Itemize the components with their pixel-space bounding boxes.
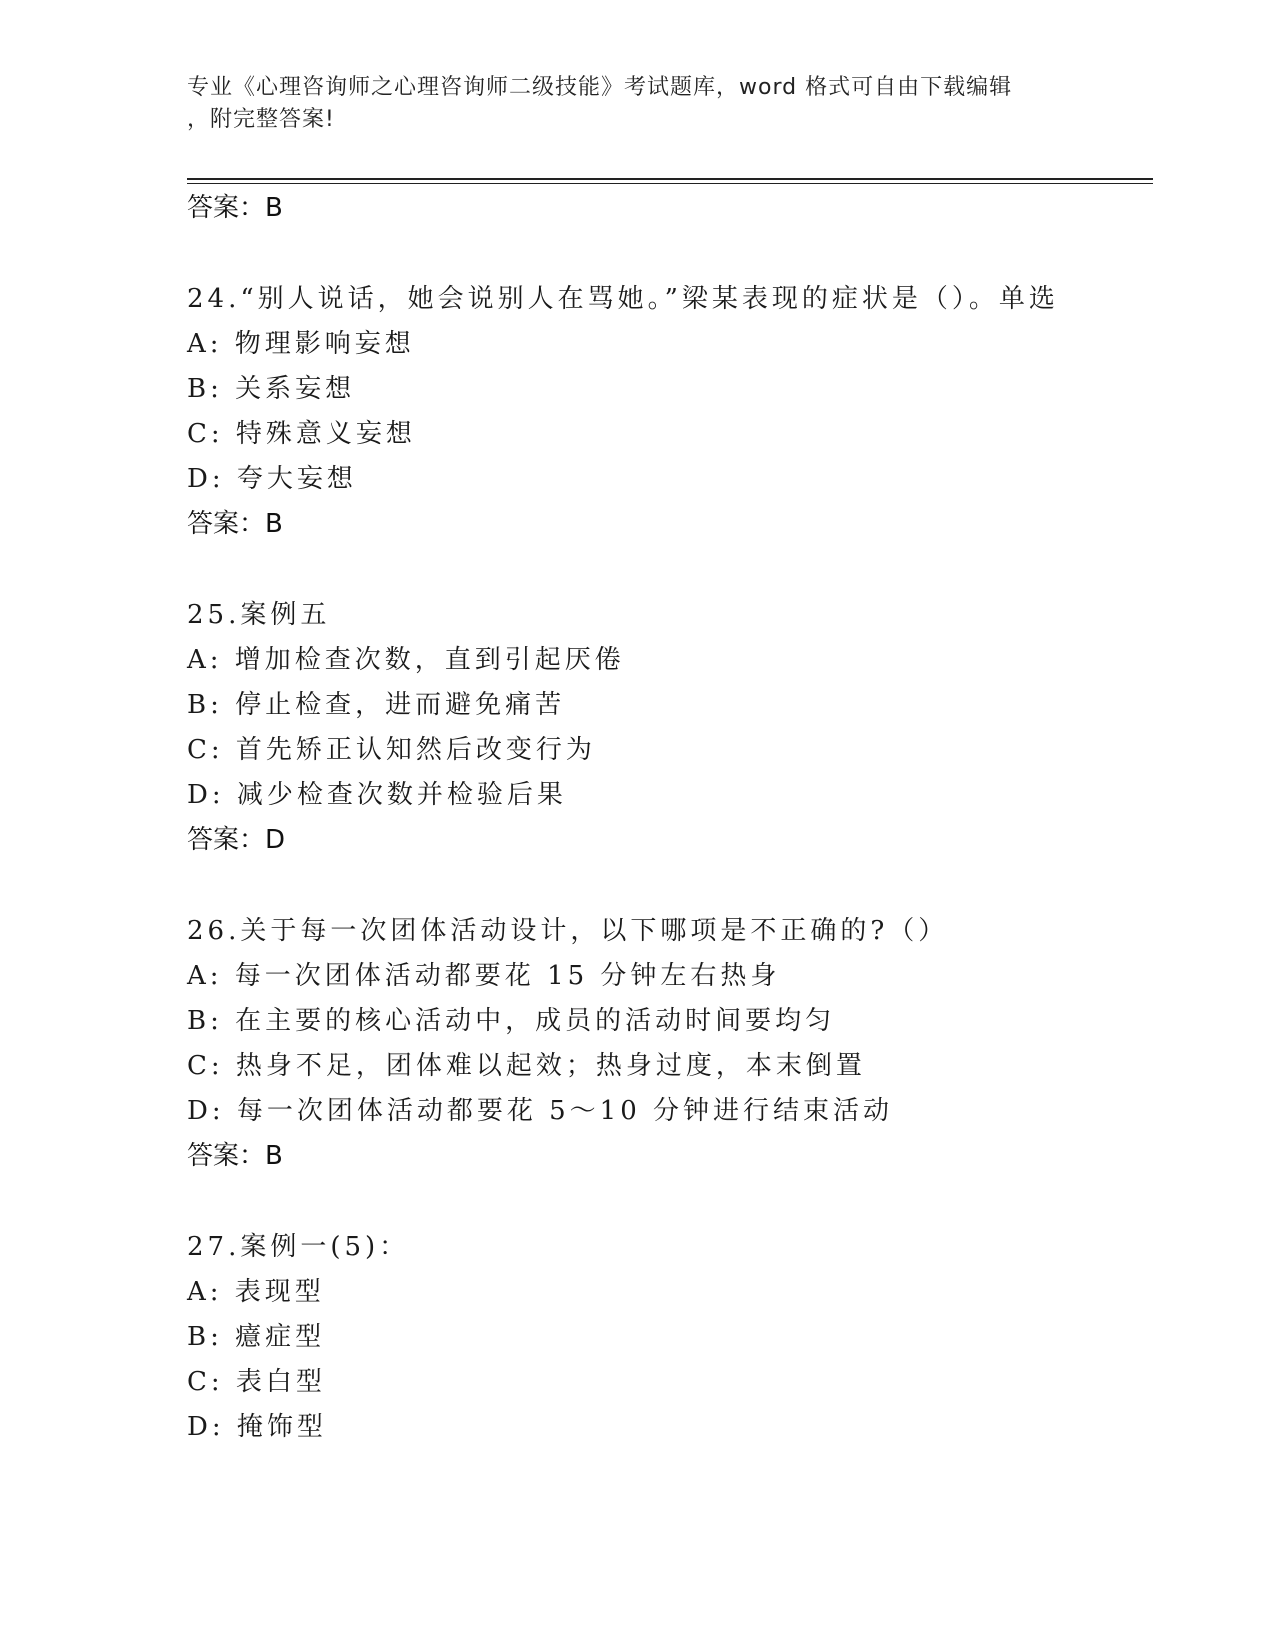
- header-divider-thin: [187, 183, 1153, 184]
- question-25-option-d: D: 减少检查次数并检验后果: [187, 780, 567, 810]
- question-26-answer: 答案：B: [187, 1141, 283, 1171]
- question-26-option-a: A: 每一次团体活动都要花 15 分钟左右热身: [187, 961, 781, 991]
- question-26-option-d: D: 每一次团体活动都要花 5～10 分钟进行结束活动: [187, 1096, 894, 1126]
- header-divider-thick: [187, 178, 1153, 180]
- question-25-answer: 答案：D: [187, 825, 286, 855]
- question-24-option-b: B: 关系妄想: [187, 374, 356, 404]
- question-24-option-c: C: 特殊意义妄想: [187, 419, 416, 449]
- question-24-stem: 24.“别人说话，她会说别人在骂她。”梁某表现的症状是（）。单选: [187, 284, 1059, 314]
- document-header: [187, 72, 1067, 136]
- header-line-2: ，附完整答案!: [187, 107, 335, 132]
- question-27-option-b: B: 癔症型: [187, 1322, 326, 1352]
- question-27-option-d: D: 掩饰型: [187, 1412, 327, 1442]
- question-26-stem: 26.关于每一次团体活动设计，以下哪项是不正确的?（）: [187, 916, 949, 946]
- question-27-stem: 27.案例一(5)：: [187, 1232, 410, 1262]
- question-27-option-c: C: 表白型: [187, 1367, 326, 1397]
- question-26-option-b: B: 在主要的核心活动中，成员的活动时间要均匀: [187, 1006, 836, 1036]
- question-24-option-d: D: 夸大妄想: [187, 464, 357, 494]
- question-27-option-a: A: 表现型: [187, 1277, 325, 1307]
- question-25-option-c: C: 首先矫正认知然后改变行为: [187, 735, 596, 765]
- question-25-stem: 25.案例五: [187, 600, 331, 630]
- answer-prev: 答案：B: [187, 193, 283, 223]
- question-24-answer: 答案：B: [187, 509, 283, 539]
- question-25-option-b: B: 停止检查，进而避免痛苦: [187, 690, 566, 720]
- question-25-option-a: A: 增加检查次数，直到引起厌倦: [187, 645, 625, 675]
- question-26-option-c: C: 热身不足，团体难以起效；热身过度，本末倒置: [187, 1051, 866, 1081]
- header-line-1: 专业《心理咨询师之心理咨询师二级技能》考试题库，word 格式可自由下载编辑: [187, 75, 1013, 100]
- question-24-option-a: A: 物理影响妄想: [187, 329, 415, 359]
